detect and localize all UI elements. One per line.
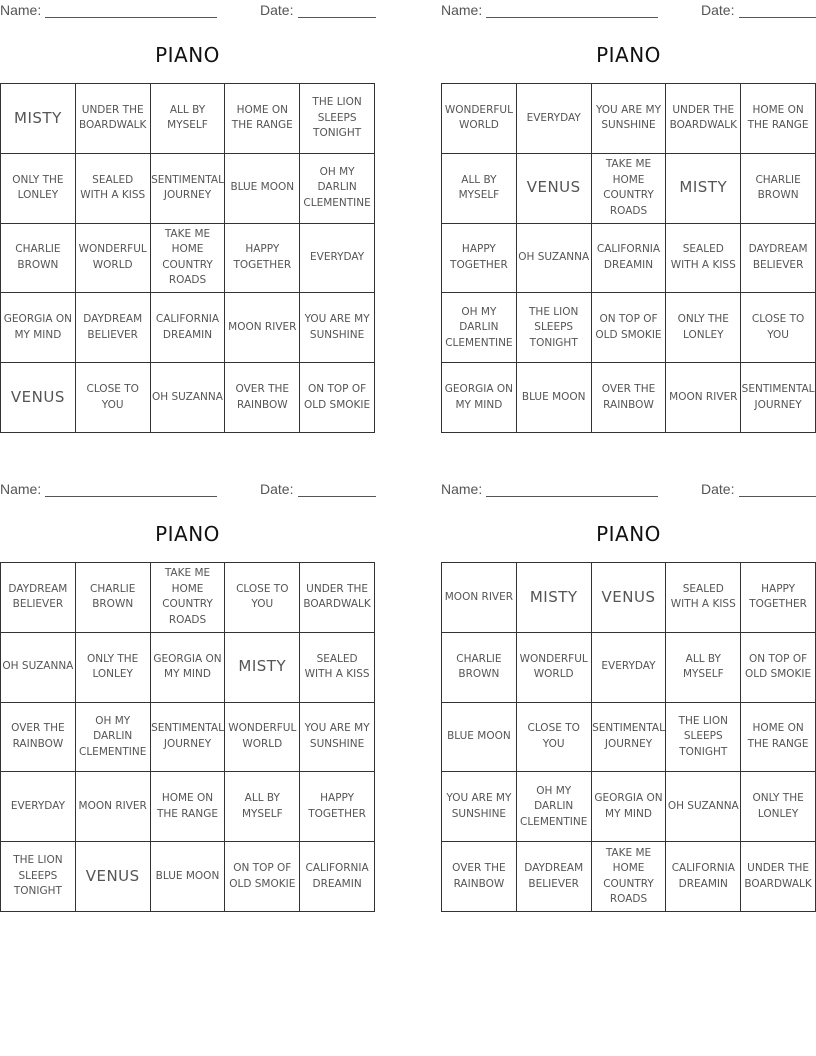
bingo-card — [441, 479, 816, 911]
bingo-cell: MISTY — [666, 154, 741, 224]
bingo-cell: WONDERFUL WORLD — [225, 703, 300, 773]
bingo-cell: UNDER THE BOARDWALK — [666, 84, 741, 154]
bingo-cell: ONLY THE LONLEY — [741, 772, 816, 842]
bingo-cell: EVERYDAY — [300, 224, 375, 294]
card-header — [441, 479, 816, 501]
bingo-cell: ON TOP OF OLD SMOKIE — [741, 633, 816, 703]
card-title: PIANO — [155, 522, 220, 546]
bingo-cell: EVERYDAY — [592, 633, 667, 703]
bingo-cell: TAKE ME HOME COUNTRY ROADS — [151, 224, 226, 294]
bingo-cell: SENTIMENTAL JOURNEY — [151, 703, 226, 773]
bingo-cell: OVER THE RAINBOW — [592, 363, 667, 433]
bingo-cell: SEALED WITH A KISS — [76, 154, 151, 224]
bingo-cell: YOU ARE MY SUNSHINE — [442, 772, 517, 842]
bingo-cell: CALIFORNIA DREAMIN — [151, 293, 226, 363]
date-label: Date: — [701, 481, 735, 497]
date-blank-line[interactable] — [739, 496, 816, 497]
bingo-cell: HOME ON THE RANGE — [151, 772, 226, 842]
bingo-cell: OH MY DARLIN CLEMENTINE — [300, 154, 375, 224]
bingo-cell: ALL BY MYSELF — [225, 772, 300, 842]
name-label: Name: — [0, 481, 42, 497]
name-label: Name: — [441, 481, 483, 497]
bingo-cell: MOON RIVER — [225, 293, 300, 363]
bingo-cell: CALIFORNIA DREAMIN — [300, 842, 375, 912]
bingo-cell: GEORGIA ON MY MIND — [151, 633, 226, 703]
bingo-cell: GEORGIA ON MY MIND — [442, 363, 517, 433]
bingo-cell: HOME ON THE RANGE — [741, 84, 816, 154]
bingo-grid — [441, 562, 816, 912]
name-blank-line[interactable] — [45, 17, 217, 18]
bingo-cell: CHARLIE BROWN — [1, 224, 76, 294]
bingo-cell: CALIFORNIA DREAMIN — [592, 224, 667, 294]
bingo-cell: OH SUZANNA — [151, 363, 226, 433]
bingo-cell: CHARLIE BROWN — [741, 154, 816, 224]
bingo-cell: YOU ARE MY SUNSHINE — [300, 703, 375, 773]
bingo-cell: HOME ON THE RANGE — [225, 84, 300, 154]
bingo-grid — [441, 83, 816, 433]
date-blank-line[interactable] — [739, 17, 816, 18]
bingo-cell: CLOSE TO YOU — [741, 293, 816, 363]
bingo-cell: VENUS — [592, 563, 667, 633]
name-blank-line[interactable] — [45, 496, 217, 497]
name-blank-line[interactable] — [486, 496, 658, 497]
bingo-cell: OH SUZANNA — [517, 224, 592, 294]
bingo-cell: ONLY THE LONLEY — [666, 293, 741, 363]
bingo-cell: ON TOP OF OLD SMOKIE — [300, 363, 375, 433]
bingo-cell: CLOSE TO YOU — [76, 363, 151, 433]
bingo-cell: WONDERFUL WORLD — [442, 84, 517, 154]
card-header — [441, 0, 816, 22]
bingo-cell: SEALED WITH A KISS — [666, 563, 741, 633]
bingo-cell: TAKE ME HOME COUNTRY ROADS — [592, 154, 667, 224]
date-label: Date: — [260, 481, 294, 497]
bingo-cell: UNDER THE BOARDWALK — [76, 84, 151, 154]
bingo-cell: HOME ON THE RANGE — [741, 703, 816, 773]
bingo-cell: OH SUZANNA — [1, 633, 76, 703]
bingo-cell: VENUS — [76, 842, 151, 912]
bingo-cell: BLUE MOON — [151, 842, 226, 912]
bingo-cell: HAPPY TOGETHER — [225, 224, 300, 294]
bingo-cell: WONDERFUL WORLD — [76, 224, 151, 294]
card-title: PIANO — [596, 43, 661, 67]
bingo-cell: SEALED WITH A KISS — [300, 633, 375, 703]
date-label: Date: — [260, 2, 294, 18]
bingo-grid — [0, 562, 375, 912]
bingo-cell: OVER THE RAINBOW — [442, 842, 517, 912]
card-title: PIANO — [155, 43, 220, 67]
bingo-cell: CLOSE TO YOU — [517, 703, 592, 773]
name-label: Name: — [0, 2, 42, 18]
card-header — [0, 479, 376, 501]
bingo-grid — [0, 83, 375, 433]
bingo-cell: VENUS — [1, 363, 76, 433]
bingo-cell: DAYDREAM BELIEVER — [517, 842, 592, 912]
bingo-cell: MISTY — [517, 563, 592, 633]
date-blank-line[interactable] — [298, 496, 376, 497]
bingo-cell: MISTY — [225, 633, 300, 703]
bingo-cell: OH MY DARLIN CLEMENTINE — [517, 772, 592, 842]
bingo-card — [0, 479, 376, 911]
bingo-cell: HAPPY TOGETHER — [442, 224, 517, 294]
bingo-cell: ON TOP OF OLD SMOKIE — [225, 842, 300, 912]
name-label: Name: — [441, 2, 483, 18]
bingo-cell: UNDER THE BOARDWALK — [300, 563, 375, 633]
bingo-cell: SENTIMENTAL JOURNEY — [592, 703, 667, 773]
bingo-cell: CHARLIE BROWN — [442, 633, 517, 703]
bingo-cell: ONLY THE LONLEY — [76, 633, 151, 703]
bingo-cell: MISTY — [1, 84, 76, 154]
bingo-cell: GEORGIA ON MY MIND — [592, 772, 667, 842]
bingo-cell: BLUE MOON — [225, 154, 300, 224]
bingo-cell: HAPPY TOGETHER — [300, 772, 375, 842]
bingo-cell: BLUE MOON — [442, 703, 517, 773]
bingo-cell: CHARLIE BROWN — [76, 563, 151, 633]
bingo-cell: EVERYDAY — [1, 772, 76, 842]
bingo-cell: GEORGIA ON MY MIND — [1, 293, 76, 363]
bingo-cell: SENTIMENTAL JOURNEY — [741, 363, 816, 433]
bingo-cell: YOU ARE MY SUNSHINE — [592, 84, 667, 154]
bingo-cell: OH MY DARLIN CLEMENTINE — [442, 293, 517, 363]
bingo-cell: DAYDREAM BELIEVER — [76, 293, 151, 363]
bingo-cell: THE LION SLEEPS TONIGHT — [517, 293, 592, 363]
bingo-cell: DAYDREAM BELIEVER — [1, 563, 76, 633]
bingo-cell: HAPPY TOGETHER — [741, 563, 816, 633]
bingo-cell: UNDER THE BOARDWALK — [741, 842, 816, 912]
bingo-cell: VENUS — [517, 154, 592, 224]
bingo-cell: CALIFORNIA DREAMIN — [666, 842, 741, 912]
date-blank-line[interactable] — [298, 17, 376, 18]
bingo-cell: ALL BY MYSELF — [151, 84, 226, 154]
bingo-cell: THE LION SLEEPS TONIGHT — [666, 703, 741, 773]
bingo-cell: OH SUZANNA — [666, 772, 741, 842]
card-header — [0, 0, 376, 22]
bingo-cell: TAKE ME HOME COUNTRY ROADS — [151, 563, 226, 633]
bingo-cell: MOON RIVER — [666, 363, 741, 433]
bingo-cell: WONDERFUL WORLD — [517, 633, 592, 703]
bingo-cell: ALL BY MYSELF — [442, 154, 517, 224]
card-title: PIANO — [596, 522, 661, 546]
bingo-cell: DAYDREAM BELIEVER — [741, 224, 816, 294]
date-label: Date: — [701, 2, 735, 18]
bingo-cell: ALL BY MYSELF — [666, 633, 741, 703]
bingo-cell: SENTIMENTAL JOURNEY — [151, 154, 226, 224]
bingo-cell: TAKE ME HOME COUNTRY ROADS — [592, 842, 667, 912]
bingo-cell: CLOSE TO YOU — [225, 563, 300, 633]
bingo-cell: OH MY DARLIN CLEMENTINE — [76, 703, 151, 773]
bingo-cell: ON TOP OF OLD SMOKIE — [592, 293, 667, 363]
bingo-card — [441, 0, 816, 432]
bingo-cell: SEALED WITH A KISS — [666, 224, 741, 294]
bingo-cell: ONLY THE LONLEY — [1, 154, 76, 224]
bingo-cell: YOU ARE MY SUNSHINE — [300, 293, 375, 363]
bingo-cell: OVER THE RAINBOW — [225, 363, 300, 433]
bingo-cell: MOON RIVER — [442, 563, 517, 633]
bingo-cell: EVERYDAY — [517, 84, 592, 154]
bingo-cell: OVER THE RAINBOW — [1, 703, 76, 773]
bingo-cell: THE LION SLEEPS TONIGHT — [300, 84, 375, 154]
name-blank-line[interactable] — [486, 17, 658, 18]
bingo-cell: THE LION SLEEPS TONIGHT — [1, 842, 76, 912]
bingo-cell: BLUE MOON — [517, 363, 592, 433]
bingo-cell: MOON RIVER — [76, 772, 151, 842]
bingo-card — [0, 0, 376, 432]
